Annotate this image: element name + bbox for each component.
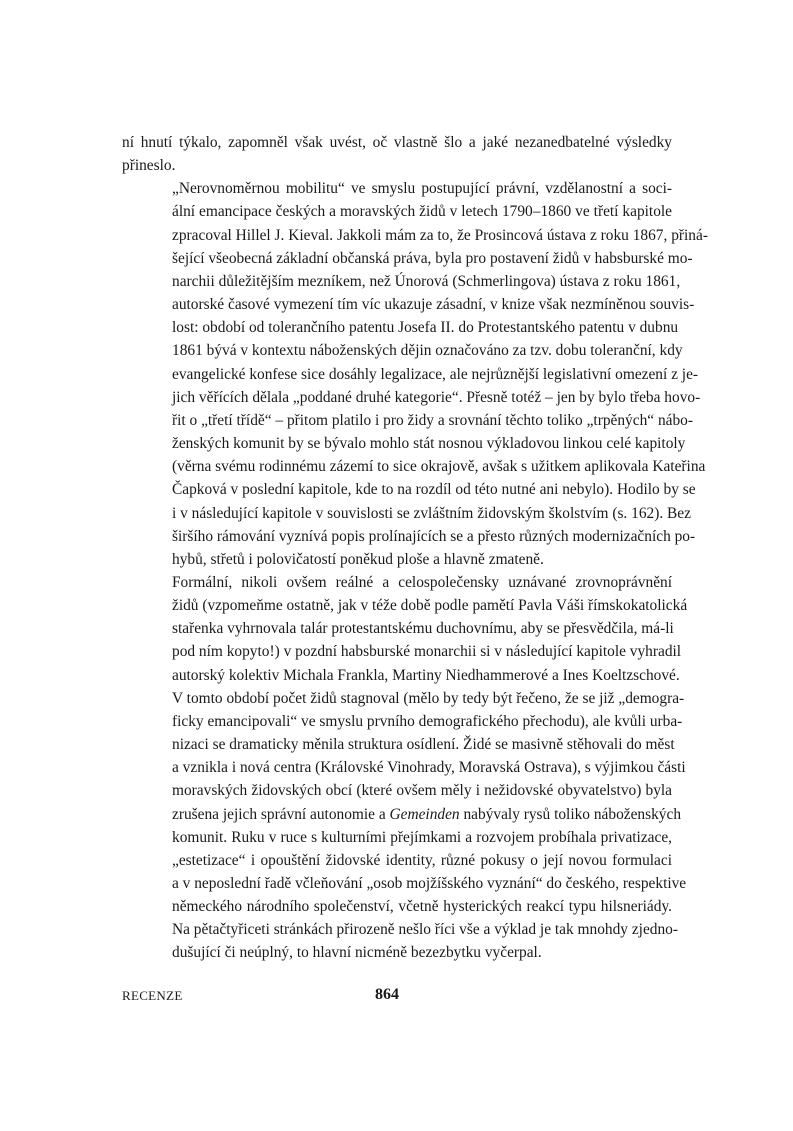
text-line: ální emancipace českých a moravských židů v letech 1790–1860 ve třetí kapitole — [172, 203, 672, 221]
text-line: pod ním kopyto!) v pozdní habsburské monarchii si v následující kapitole vyhradil — [172, 643, 682, 661]
text-line: i v následující kapitole v souvislosti se zvláštním židovským školstvím (s. 162). Bez — [172, 504, 691, 522]
page-number: 864 — [375, 986, 399, 1003]
italic-term: Gemeinden — [389, 805, 460, 823]
paragraph — [122, 177, 708, 571]
text-line: narchii důležitějším mezníkem, než Únorová (Schmerlingova) ústava z roku 1861, — [172, 272, 681, 290]
text-line: židů (vzpomeňme ostatně, jak v téže době podle pamětí Pavla Váši římskokatolická — [172, 597, 688, 615]
text-line: „estetizace“ i opouštění židovské identity, různé pokusy o její novou formulaci — [172, 851, 672, 869]
text-line: autorské časové vymezení tím víc ukazuje zásadní, v knize však nezmíněnou souvis- — [172, 296, 695, 314]
text-line: lost: období od tolerančního patentu Josefa II. do Protestantského patentu v dubnu — [172, 319, 679, 337]
text-line: 1861 bývá v kontextu náboženských dějin označováno za tzv. dobu toleranční, kdy — [172, 342, 683, 360]
text-line: a v neposlední řadě včleňování „osob mojžíšského vyznání“ do českého, respektive — [172, 875, 687, 892]
text-line: hybů, střetů i polovičatostí poněkud ploše a hlavně zmateně. — [172, 550, 544, 568]
text-line: V tomto období počet židů stagnoval (mělo by tedy být řečeno, že se již „demogra- — [172, 689, 685, 707]
text-line: a vznikla i nová centra (Královské Vinohrady, Moravská Ostrava), s výjimkou části — [172, 759, 686, 777]
text-line: komunit. Ruku v ruce s kulturními přejímkami a rozvojem probíhala privatizace, — [172, 828, 672, 846]
text-line: autorský kolektiv Michala Frankla, Martiny Niedhammerové a Ines Koeltzschové. — [172, 666, 680, 684]
text-line: nizaci se dramaticky měnila struktura osídlení. Židé se masivně stěhovali do měst — [172, 736, 675, 754]
text-line: přineslo. — [122, 157, 176, 175]
text-line: Na pětačtyřiceti stránkách přirozeně nešlo říci vše a výklad je tak mnohdy zjedno- — [172, 921, 678, 939]
text-line: dušující či neúplný, to hlavní nicméně bezezbytku vyčerpal. — [172, 944, 542, 962]
text-line: „Nerovnoměrnou mobilitu“ ve smyslu postupující právní, vzdělanostní a soci- — [172, 180, 672, 198]
running-footer-section: RECENZE — [122, 988, 183, 1003]
text-line: evangelické konfese sice dosáhly legalizace, ale nejrůznější legislativní omezení z je- — [172, 365, 699, 383]
text-line: zpracoval Hillel J. Kieval. Jakkoli mám za to, že Prosincová ústava z roku 1867, přiná- — [172, 226, 708, 244]
text-line: německého národního společenství, včetně hysterických reakcí typu hilsneriády. — [172, 898, 672, 916]
paragraph — [122, 131, 672, 177]
text-line: řit o „třetí třídě“ – přitom platilo i pro židy a srovnání těchto toliko „trpěných“ nábo- — [172, 411, 693, 429]
text-line: ženských komunit by se bývalo mohlo stát nosnou výkladovou linkou celé kapitoly — [172, 435, 686, 453]
text-line: Čapková v poslední kapitole, kde to na rozdíl od této nutné ani nebylo). Hodilo by se — [172, 481, 696, 499]
text-line: Formální, nikoli ovšem reálné a celospolečensky uznávané zrovnoprávnění — [172, 573, 672, 591]
text-line: moravských židovských obcí (které ovšem měly i nežidovské obyvatelstvo) byla — [172, 782, 672, 800]
text-line: (věrna svému rodinnému zázemí to sice okrajově, avšak s užitkem aplikovala Kateřina — [172, 458, 706, 476]
text-line: ficky emancipovali“ ve smyslu prvního demografického přechodu), ale kvůli urba- — [172, 712, 683, 730]
paragraph — [122, 571, 688, 965]
text-line: širšího rámování vyznívá popis prolínajících se a přesto různých modernizačních po- — [172, 527, 696, 545]
text-line: jich věřících dělala „poddané druhé kategorie“. Přesně totéž – jen by bylo třeba hovo- — [172, 388, 701, 406]
text-line: stařenka vyhrnovala talár protestantskému duchovnímu, aby se přesvědčila, má-li — [172, 620, 674, 638]
text-line: zrušena jejich správní autonomie a Gemeinden nabývaly rysů toliko náboženských — [172, 805, 682, 823]
body-text — [122, 131, 708, 965]
text-line: ní hnutí týkalo, zapomněl však uvést, oč vlastně šlo a jaké nezanedbatelné výsledky — [122, 134, 672, 151]
text-line: šející všeobecná základní občanská práva, byla pro postavení židů v habsburské mo- — [172, 249, 693, 267]
